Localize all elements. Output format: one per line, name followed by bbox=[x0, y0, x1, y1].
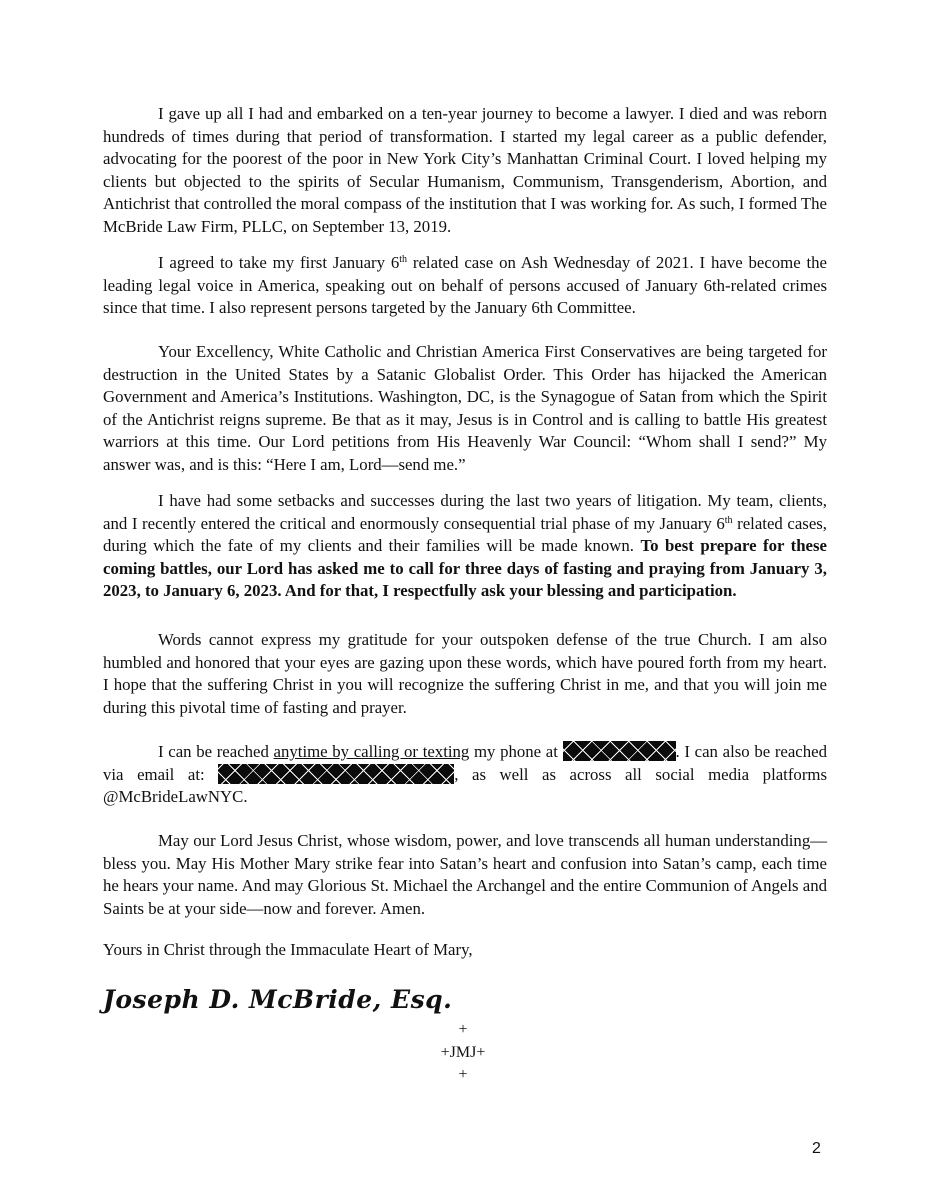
jmj-cross-top: + bbox=[458, 1021, 468, 1038]
redacted-phone bbox=[563, 741, 676, 761]
jmj-mark: +JMJ+ bbox=[440, 1044, 486, 1061]
page-number: 2 bbox=[812, 1140, 821, 1157]
paragraph-contact: I can be reached anytime by calling or texting my phone at . I can also be reached via email at: , as well as across all social media platforms @McBrideLawNYC. bbox=[103, 742, 827, 807]
signature: Joseph D. McBride, Esq. bbox=[103, 985, 453, 1014]
closing-salutation: Yours in Christ through the Immaculate Heart of Mary, bbox=[103, 940, 473, 959]
paragraph-january-6th-cases: I agreed to take my first January 6th related case on Ash Wednesday of 2021. I have become the leading legal voice in America, speaking out on behalf of persons accused of January 6th-related crimes since that time. I also represent persons targeted by the January 6th Committee. bbox=[103, 253, 827, 318]
paragraph-gratitude: Words cannot express my gratitude for your outspoken defense of the true Church. I am also humbled and honored that your eyes are gazing upon these words, which have poured forth from my heart. I hope that the suffering Christ in you will recognize the suffering Christ in me, and that you will join me during this pivotal time of fasting and prayer. bbox=[103, 630, 827, 717]
paragraph-journey: I gave up all I had and embarked on a ten-year journey to become a lawyer. I died and was reborn hundreds of times during that period of transformation. I started my legal career as a public defender, advocating for the poorest of the poor in New York City’s Manhattan Criminal Court. I loved helping my clients but objected to the spirits of Secular Humanism, Communism, Transgenderism, Abortion, and Antichrist that controlled the moral compass of the institution that I was working for. As such, I formed The McBride Law Firm, PLLC, on September 13, 2019. bbox=[103, 104, 827, 236]
redacted-email bbox=[218, 764, 454, 784]
paragraph-your-excellency: Your Excellency, White Catholic and Christian America First Conservatives are being targeted for destruction in the United States by a Satanic Globalist Order. This Order has hijacked the American Government and America’s Institutions. Washington, DC, is the Synagogue of Satan from which the Spirit of the Antichrist reigns supreme. Be that as it may, Jesus is in Control and is calling to battle His greatest warriors at this time. Our Lord petitions from His Heavenly War Council: “Whom shall I send?” My answer was, and is this: “Here I am, Lord—send me.” bbox=[103, 342, 827, 474]
jmj-cross-bottom: + bbox=[458, 1066, 468, 1083]
paragraph-setbacks-successes: I have had some setbacks and successes during the last two years of litigation. My team, clients, and I recently entered the critical and enormously consequential trial phase of my January 6th related cases, during which the fate of my clients and their families will be made known. To best prepare for these coming battles, our Lord has asked me to call for three days of fasting and praying from January 3, 2023, to January 6, 2023. And for that, I respectfully ask your blessing and participation. bbox=[103, 491, 827, 601]
fasting-request: To best prepare for these coming battles, our Lord has asked me to call for three days of fasting and praying from January 3, 2023, to January 6, 2023. And for that, I respectfully ask your blessing and participation. bbox=[103, 536, 827, 601]
paragraph-blessing: May our Lord Jesus Christ, whose wisdom, power, and love transcends all human understanding—bless you. May His Mother Mary strike fear into Satan’s heart and confusion into Satan’s camp, each time he hears your name. And may Glorious St. Michael the Archangel and the entire Communion of Angels and Saints be at your side—now and forever. Amen. bbox=[103, 831, 827, 918]
